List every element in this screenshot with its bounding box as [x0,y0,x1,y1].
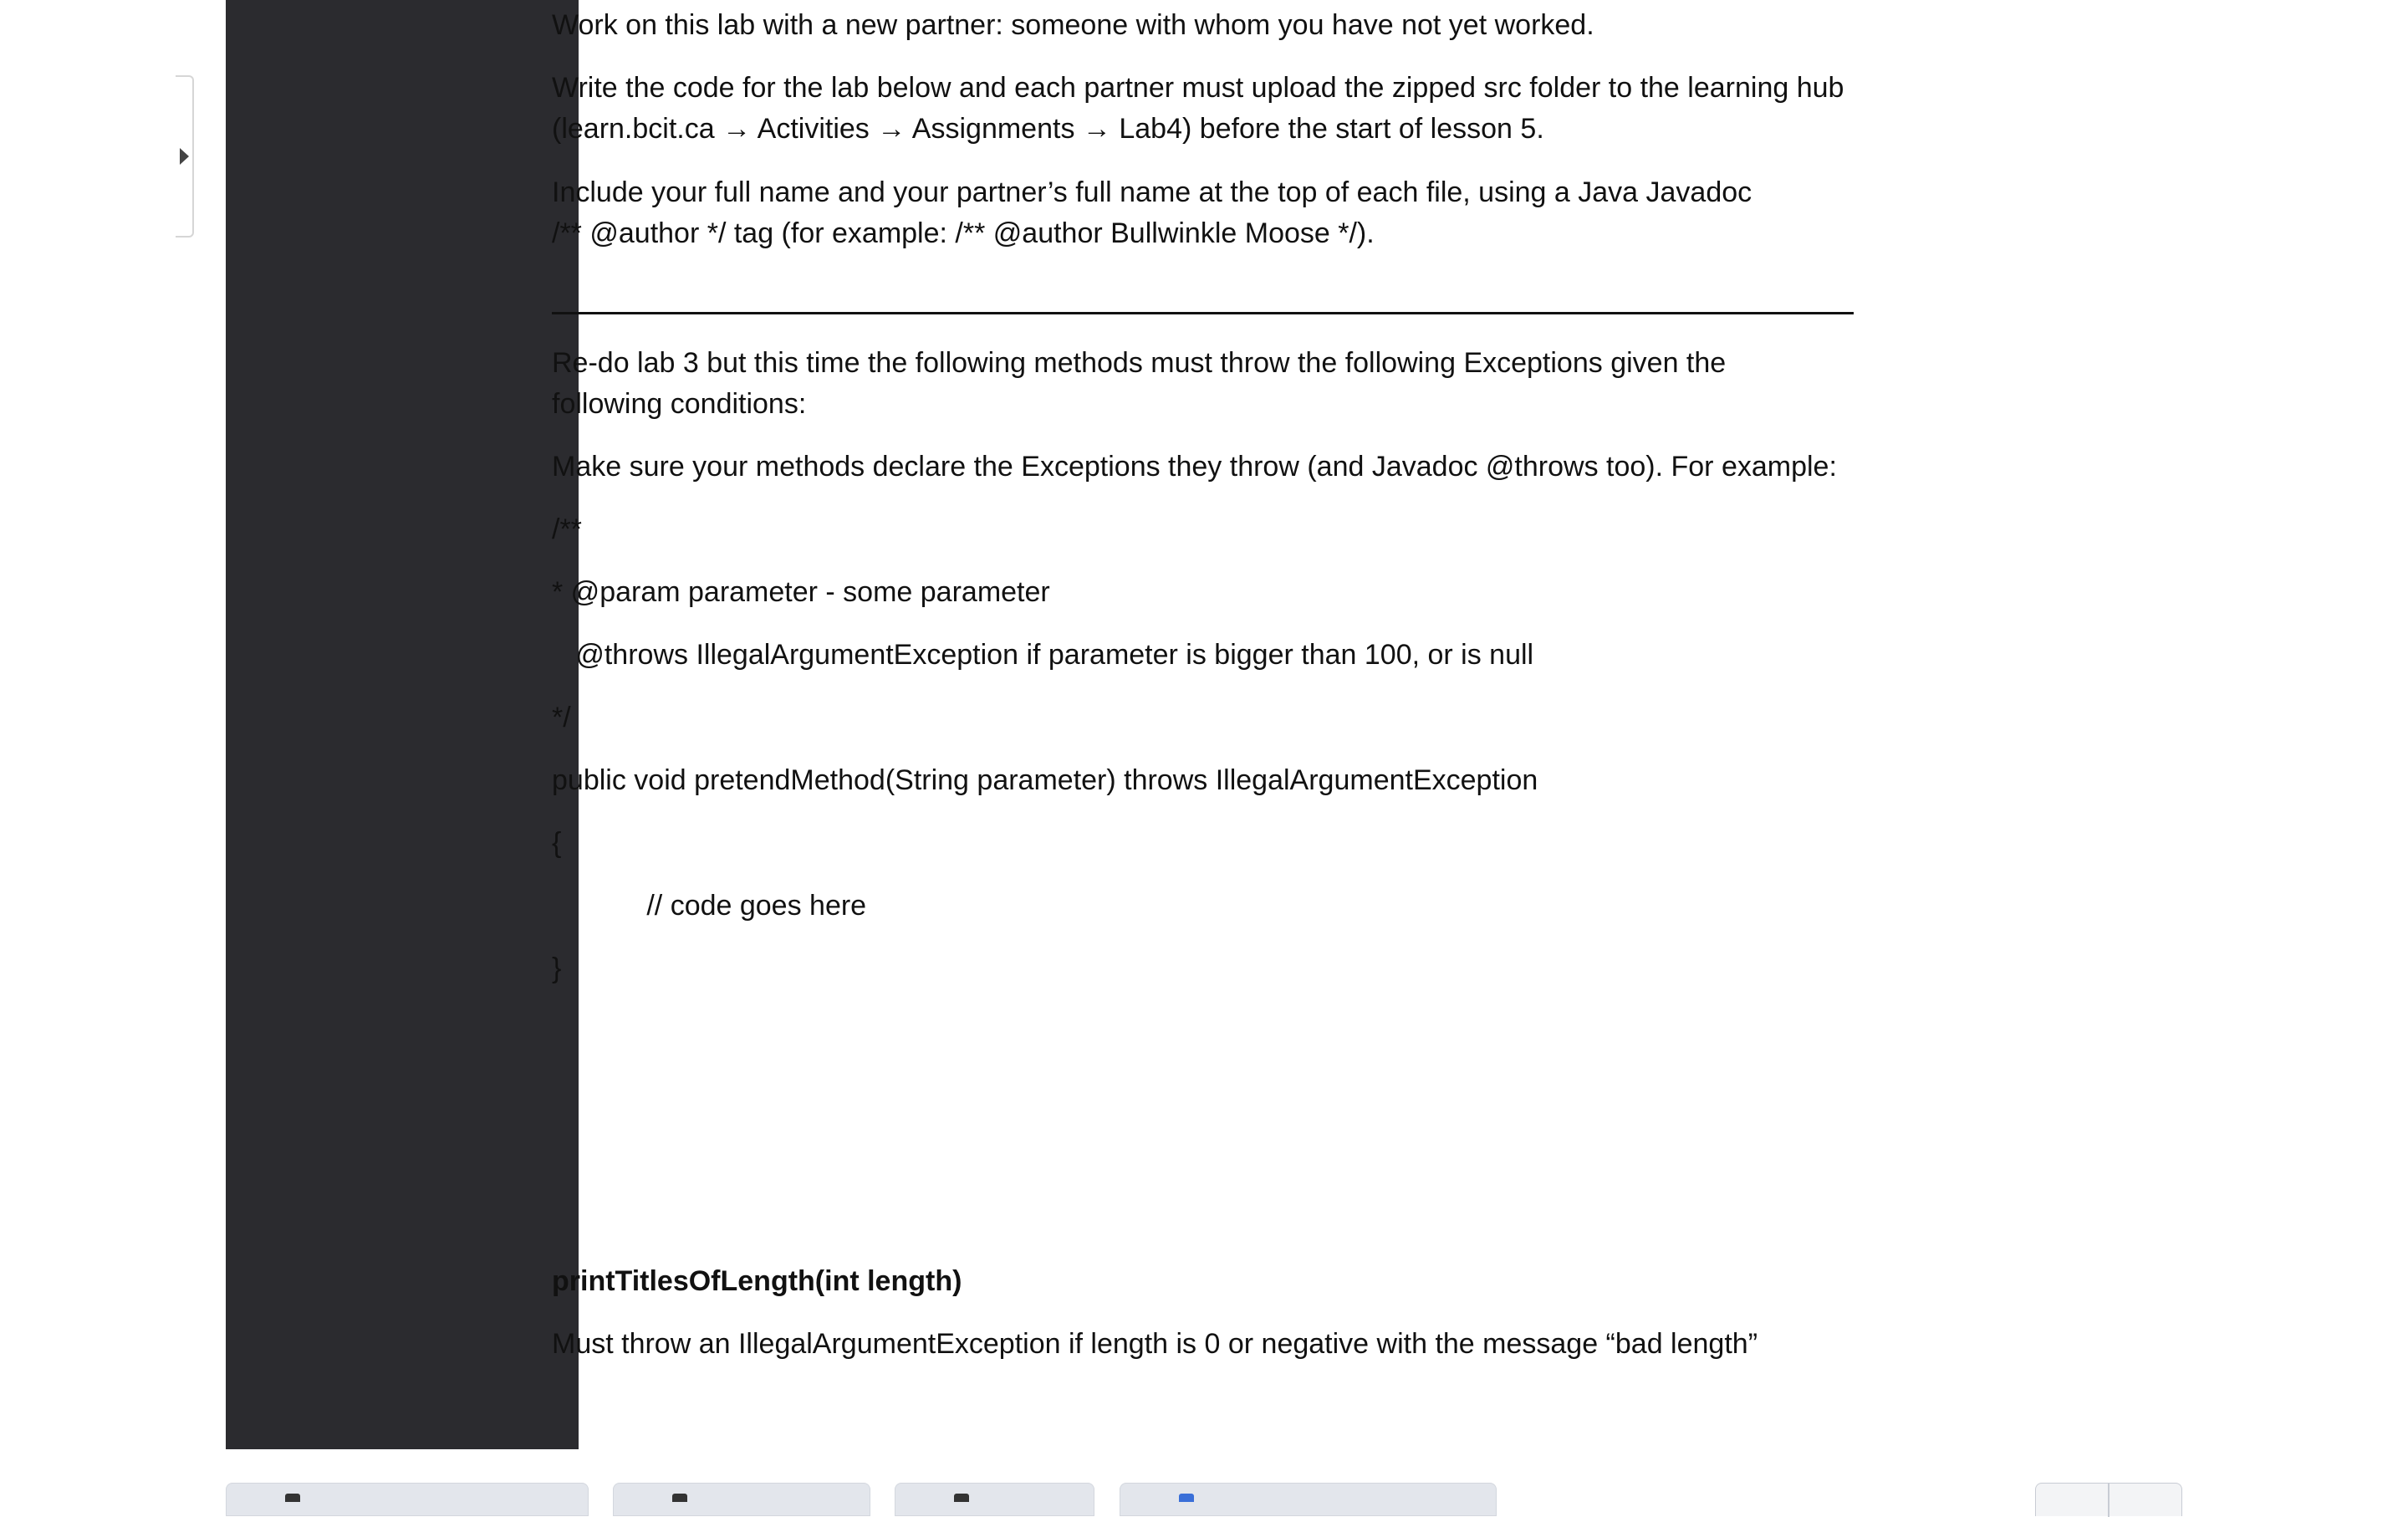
page-navigation-divider [2108,1484,2110,1517]
redo-instructions-line-2: following conditions: [552,388,807,420]
code-javadoc-open: /** [552,513,582,545]
author-instructions-line-2: /** @author */ tag (for example: /** @author Bullwinkle Moose */). [552,217,1375,249]
redo-instructions-line-1: Re-do lab 3 but this time the following methods must throw the following Exceptions given the [552,347,1727,379]
bottom-toolbar-button-3[interactable] [895,1483,1094,1516]
upload-instructions-line-2: (learn.bcit.ca → Activities → Assignments → Lab4) before the start of lesson 5. [552,113,1544,145]
declare-exceptions-text: Make sure your methods declare the Exceptions they throw (and Javadoc @throws too). For example: [552,451,1837,483]
sidebar-toggle-button[interactable] [176,75,194,238]
code-open-brace: { [552,827,562,859]
bottom-toolbar-button-4[interactable] [1120,1483,1497,1516]
intro-partner-text: Work on this lab with a new partner: someone with whom you have not yet worked. [552,9,1594,41]
bottom-toolbar-button-1[interactable] [226,1483,589,1516]
page-navigation[interactable] [2035,1483,2182,1516]
code-close-brace: } [552,953,562,984]
section-divider [552,312,1854,314]
code-throws-line: @throws IllegalArgumentException if parameter is bigger than 100, or is null [552,639,1534,671]
code-body-comment: // code goes here [552,890,867,922]
toolbar-icon [1179,1494,1194,1502]
method-heading: printTitlesOfLength(int length) [552,1265,962,1297]
code-param-line: * @param parameter - some parameter [552,576,1050,608]
code-method-signature: public void pretendMethod(String parameter) throws IllegalArgumentException [552,764,1538,796]
toolbar-icon [954,1494,969,1502]
caret-right-icon [180,148,189,165]
bottom-toolbar-button-2[interactable] [613,1483,870,1516]
upload-instructions-line-1: Write the code for the lab below and each partner must upload the zipped src folder to the learning hub [552,72,1844,104]
toolbar-icon [285,1494,300,1502]
method-rule-text: Must throw an IllegalArgumentException if length is 0 or negative with the message “bad length” [552,1328,1758,1360]
toolbar-icon [672,1494,687,1502]
code-javadoc-close: */ [552,702,571,733]
author-instructions-line-1: Include your full name and your partner’s full name at the top of each file, using a Java Javadoc [552,176,1752,208]
